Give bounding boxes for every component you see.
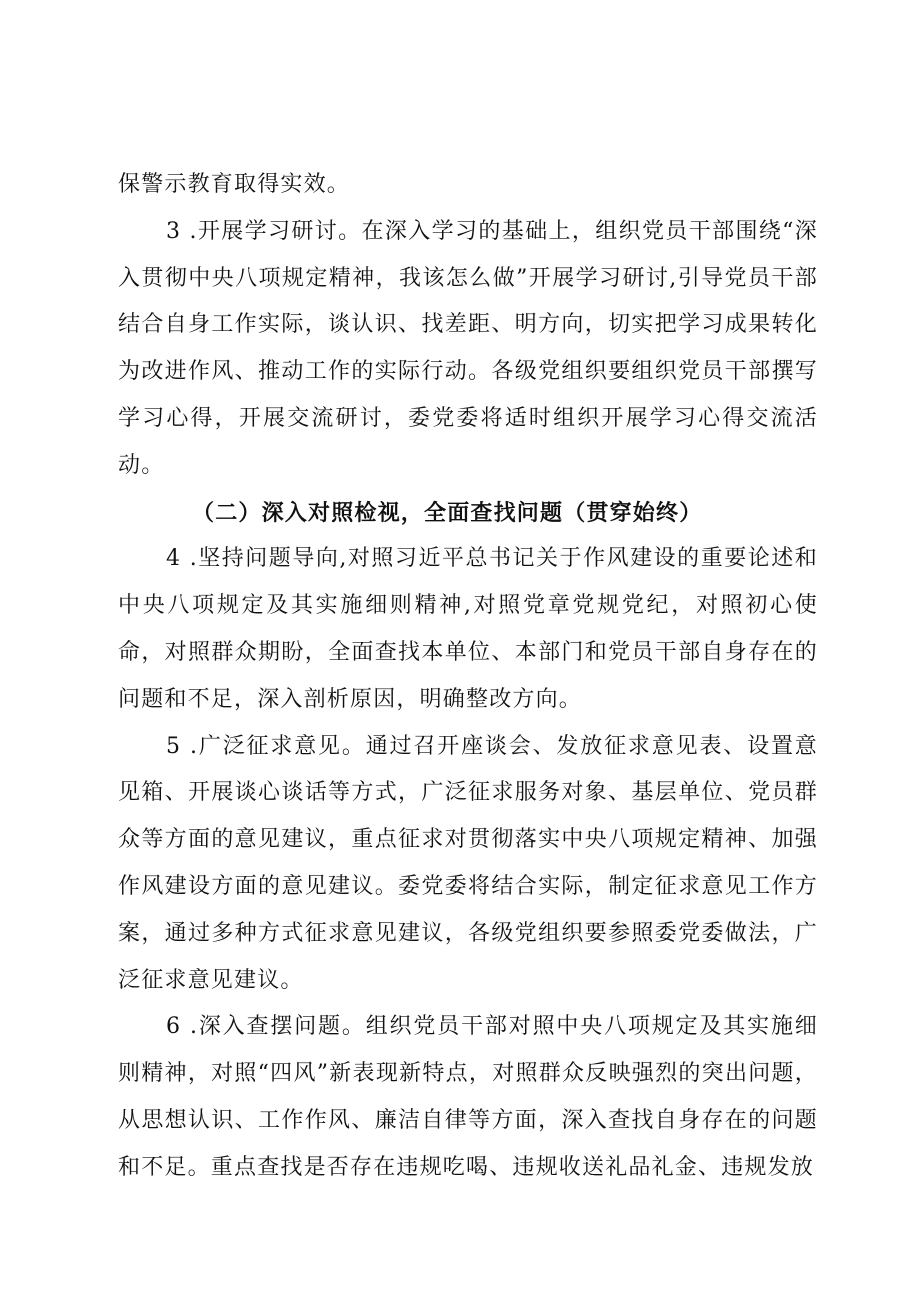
- paragraph-item-4: 4 .坚持问题导向,对照习近平总书记关于作风建设的重要论述和中央八项规定及其实施细则精神,对照党章党规党纪，对照初心使命，对照群众期盼，全面查找本单位、本部门和党员干部自身存在的问题和不足，深入剖析原因，明确整改方向。: [118, 546, 818, 712]
- paragraph-item-5: 5 .广泛征求意见。通过召开座谈会、发放征求意见表、设置意见箱、开展谈心谈话等方式，广泛征求服务对象、基层单位、党员群众等方面的意见建议，重点征求对贯彻落实中央八项规定精神、加强作风建设方面的意见建议。委党委将结合实际，制定征求意见工作方案，通过多种方式征求意见建议，各级党组织要参照委党委做法，广泛征求意见建议。: [118, 733, 818, 993]
- paragraph-item-3: 3 .开展学习研讨。在深入学习的基础上，组织党员干部围绕“深入贯彻中央八项规定精神，我该怎么做”开展学习研讨,引导党员干部结合自身工作实际，谈认识、找差距、明方向，切实把学习成果转化为改进作风、推动工作的实际行动。各级党组织要组织党员干部撰写学习心得，开展交流研讨，委党委将适时组织开展学习心得交流活动。: [118, 218, 818, 478]
- document-page: [118, 162, 818, 1192]
- section-heading-2: （二）深入对照检视，全面查找问题（贯穿始终）: [192, 499, 703, 526]
- paragraph-continuation: 保警示教育取得实效。: [118, 172, 351, 197]
- paragraph-item-6: 6 .深入查摆问题。组织党员干部对照中央八项规定及其实施细则精神，对照“四风”新表现新特点，对照群众反映强烈的突出问题，从思想认识、工作作风、廉洁自律等方面，深入查找自身存在的问题和不足。重点查找是否存在违规吃喝、违规收送礼品礼金、违规发放: [118, 1014, 818, 1180]
